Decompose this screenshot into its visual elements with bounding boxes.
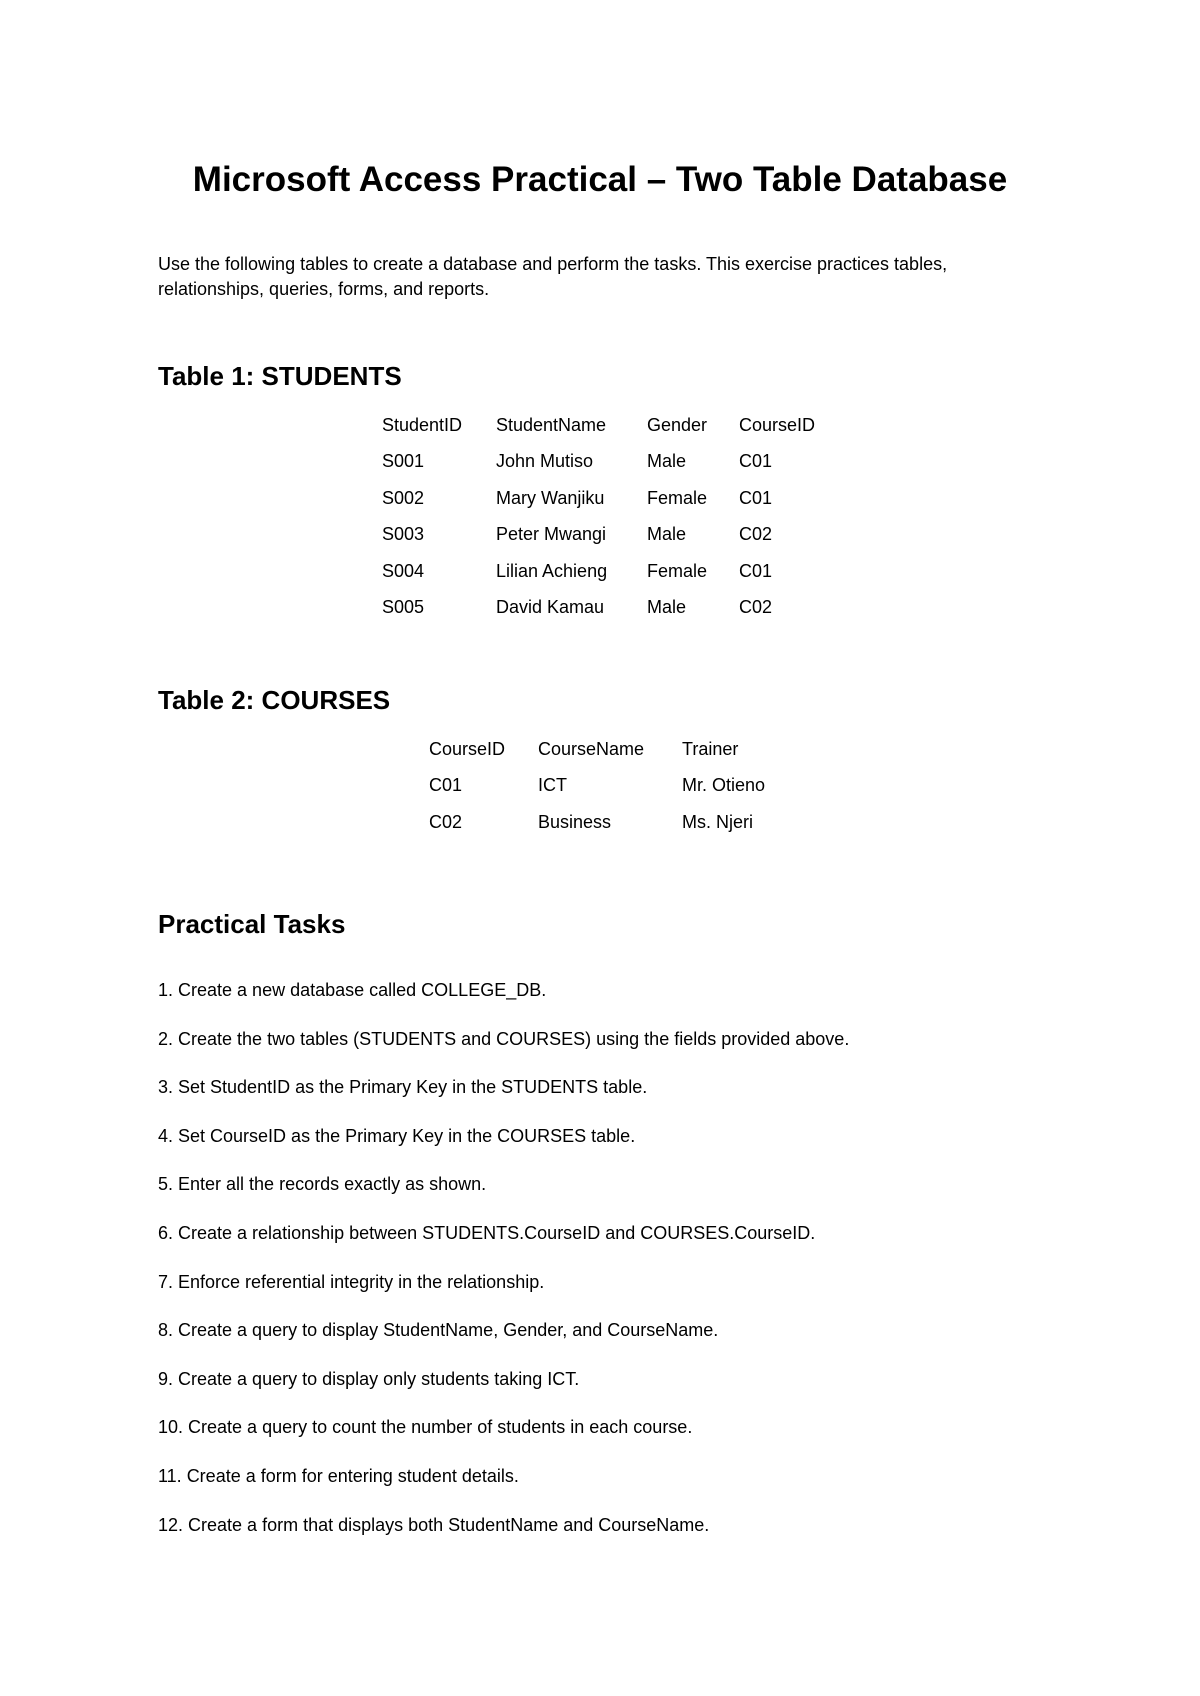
table-row xyxy=(382,590,829,627)
table-cell: C01 xyxy=(429,775,463,796)
list-item: 5. Enter all the records exactly as shown. xyxy=(158,1174,487,1195)
list-item: 2. Create the two tables (STUDENTS and COURSES) using the fields provided above. xyxy=(158,1028,850,1049)
table-cell: Ms. Njeri xyxy=(682,811,753,832)
table-row xyxy=(429,804,792,841)
column-header: Trainer xyxy=(682,738,739,759)
table-cell: S001 xyxy=(382,451,425,472)
table-cell: Female xyxy=(647,487,708,508)
table-cell: C01 xyxy=(739,560,773,581)
table-row xyxy=(429,768,792,805)
table-cell: Male xyxy=(647,451,687,472)
table-cell: C02 xyxy=(739,597,773,618)
table-cell: Peter Mwangi xyxy=(496,524,607,545)
list-item: 8. Create a query to display StudentName, Gender, and CourseName. xyxy=(158,1320,719,1341)
students-table-heading: Table 1: STUDENTS xyxy=(158,361,402,391)
table-row xyxy=(382,553,829,590)
table-cell: ICT xyxy=(538,775,567,796)
table-cell: Male xyxy=(647,597,687,618)
table-row xyxy=(382,444,829,481)
task-list xyxy=(158,978,849,1561)
table-cell: S002 xyxy=(382,487,425,508)
list-item: 7. Enforce referential integrity in the relationship. xyxy=(158,1271,545,1292)
list-item: 11. Create a form for entering student details. xyxy=(158,1465,519,1486)
table-cell: John Mutiso xyxy=(496,451,594,472)
table-cell: David Kamau xyxy=(496,597,605,618)
courses-table-heading: Table 2: COURSES xyxy=(158,685,391,715)
list-item: 6. Create a relationship between STUDENTS.CourseID and COURSES.CourseID. xyxy=(158,1222,816,1243)
column-header: CourseID xyxy=(429,738,506,759)
column-header: StudentID xyxy=(382,414,463,435)
list-item: 10. Create a query to count the number of students in each course. xyxy=(158,1417,693,1438)
courses-table xyxy=(429,731,792,841)
intro-paragraph: Use the following tables to create a database and perform the tasks. This exercise practices tables, relationships, queries, forms, and reports. xyxy=(158,254,948,299)
table-cell: C01 xyxy=(739,487,773,508)
table-cell: S005 xyxy=(382,597,425,618)
list-item: 1. Create a new database called COLLEGE_DB. xyxy=(158,980,547,1000)
list-item: 4. Set CourseID as the Primary Key in the COURSES table. xyxy=(158,1125,636,1146)
column-header: Gender xyxy=(647,414,708,435)
table-cell: C01 xyxy=(739,451,773,472)
table-row xyxy=(382,480,829,517)
column-header: CourseName xyxy=(538,738,645,759)
table-cell: Business xyxy=(538,811,612,832)
column-header: CourseID xyxy=(739,414,816,435)
page-title: Microsoft Access Practical – Two Table Database xyxy=(192,160,1008,199)
table-cell: C02 xyxy=(739,524,773,545)
list-item: 3. Set StudentID as the Primary Key in the STUDENTS table. xyxy=(158,1077,648,1098)
table-cell: C02 xyxy=(429,811,463,832)
table-cell: Lilian Achieng xyxy=(496,560,608,581)
students-table xyxy=(382,407,829,626)
table-cell: Mary Wanjiku xyxy=(496,487,605,508)
table-cell: Male xyxy=(647,524,687,545)
table-row xyxy=(382,517,829,554)
table-cell: Female xyxy=(647,560,708,581)
practical-tasks-heading: Practical Tasks xyxy=(158,909,346,939)
list-item: 9. Create a query to display only students taking ICT. xyxy=(158,1368,580,1389)
students-header-row xyxy=(382,407,829,444)
courses-header-row xyxy=(429,731,792,768)
table-cell: S004 xyxy=(382,560,425,581)
list-item: 12. Create a form that displays both StudentName and CourseName. xyxy=(158,1514,710,1535)
column-header: StudentName xyxy=(496,414,607,435)
table-cell: Mr. Otieno xyxy=(682,775,766,796)
table-cell: S003 xyxy=(382,524,425,545)
